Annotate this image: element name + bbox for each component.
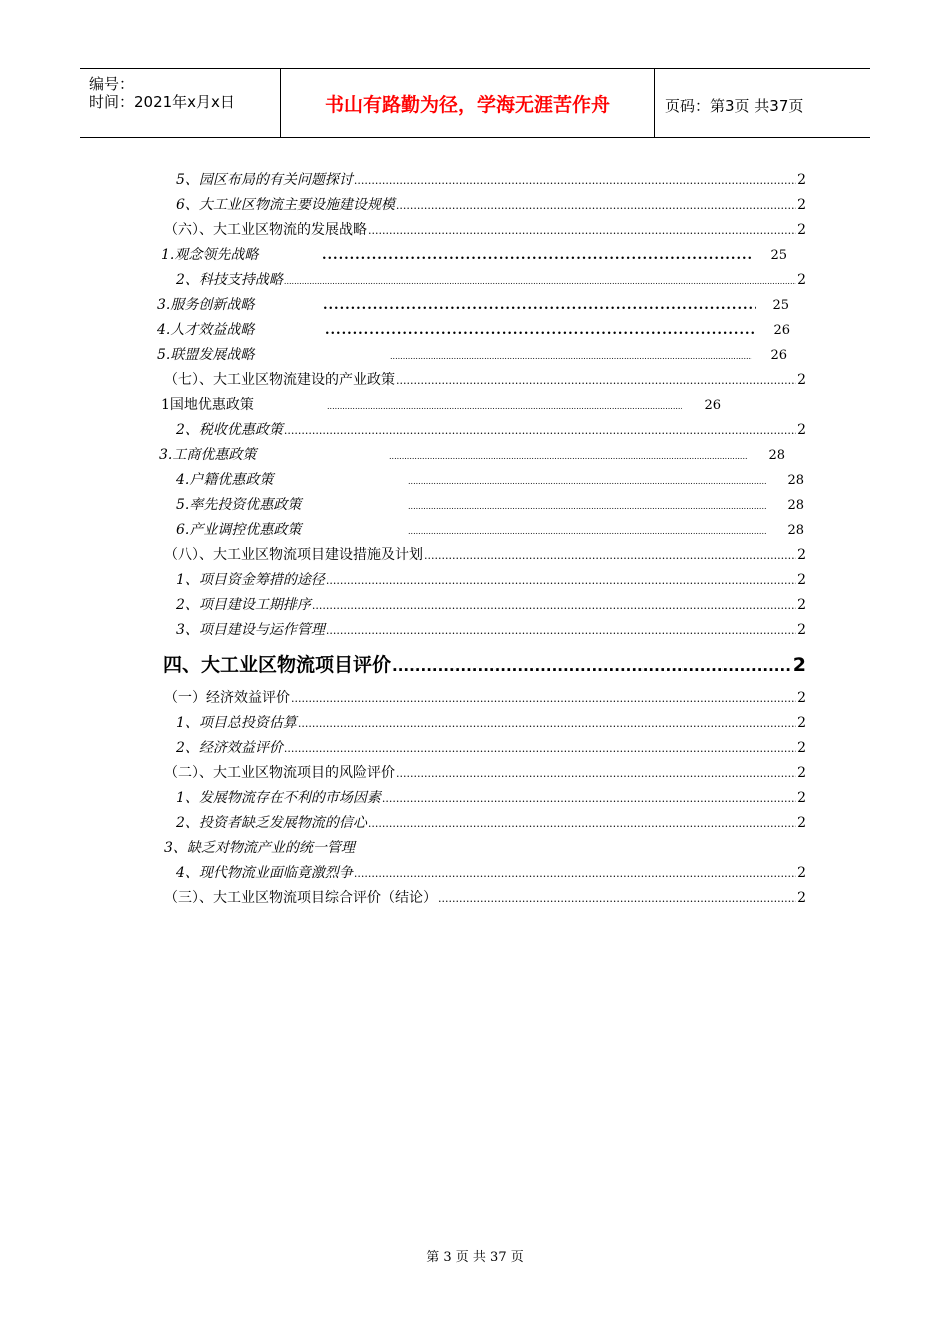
toc-entry-title: 6、大工业区物流主要设施建设规模 xyxy=(176,197,395,213)
toc-leader-dots xyxy=(354,864,796,884)
toc-leader-dots xyxy=(284,739,796,759)
toc-entry-title: 1、发展物流存在不利的市场因素 xyxy=(176,790,381,806)
toc-entry[interactable] xyxy=(176,195,806,215)
toc-entry-title: （六）、大工业区物流的发展战略 xyxy=(164,222,367,238)
toc-section-entry[interactable] xyxy=(164,888,806,908)
toc-leader-dots xyxy=(322,246,754,266)
toc-section-entry[interactable] xyxy=(164,763,806,783)
toc-section-entry[interactable] xyxy=(164,545,806,565)
toc-entry[interactable] xyxy=(161,245,787,265)
toc-entry[interactable] xyxy=(176,520,804,540)
toc-entry-page: 2 xyxy=(797,690,806,706)
toc-entry-page: 2 xyxy=(797,222,806,238)
toc-entry-title: （七）、大工业区物流建设的产业政策 xyxy=(164,372,395,388)
toc-leader-dots xyxy=(354,171,796,191)
toc-entry-page: 2 xyxy=(797,597,806,613)
toc-entry-page: 26 xyxy=(773,323,790,338)
toc-entry-page: 26 xyxy=(770,348,787,363)
toc-entry-page: 28 xyxy=(787,473,804,488)
toc-leader-dots xyxy=(424,546,796,566)
toc-leader-dots xyxy=(298,714,796,734)
toc-entry-title: 3.服务创新战略 xyxy=(157,297,255,313)
toc-entry-title: （一）经济效益评价 xyxy=(164,690,290,706)
toc-section-entry[interactable] xyxy=(164,688,806,708)
toc-entry-page: 2 xyxy=(797,372,806,388)
toc-entry[interactable] xyxy=(164,838,464,858)
toc-entry-title: 四、大工业区物流项目评价 xyxy=(163,654,392,676)
toc-entry[interactable] xyxy=(176,470,804,490)
toc-leader-dots xyxy=(392,653,792,679)
toc-entry-page: 2 xyxy=(797,765,806,781)
toc-entry-page: 28 xyxy=(787,498,804,513)
toc-entry-title: （三）、大工业区物流项目综合评价（结论） xyxy=(164,890,437,906)
toc-entry-title: 6.产业调控优惠政策 xyxy=(176,522,302,538)
toc-leader-dots xyxy=(390,347,752,367)
toc-leader-dots xyxy=(323,296,756,316)
toc-leader-dots xyxy=(284,421,796,441)
toc-entry-page: 2 xyxy=(797,740,806,756)
toc-entry-title: （二）、大工业区物流项目的风险评价 xyxy=(164,765,395,781)
toc-leader-dots xyxy=(389,447,748,467)
toc-entry-page: 28 xyxy=(787,523,804,538)
toc-leader-dots xyxy=(312,596,796,616)
toc-entry[interactable] xyxy=(176,813,806,833)
toc-entry-page: 2 xyxy=(797,715,806,731)
toc-leader-dots xyxy=(327,397,682,417)
toc-entry-page: 2 xyxy=(797,890,806,906)
toc-entry-title: 4.人才效益战略 xyxy=(157,322,255,338)
toc-entry[interactable] xyxy=(176,495,804,515)
toc-entry-title: 3、项目建设与运作管理 xyxy=(176,622,325,638)
toc-entry-page: 25 xyxy=(772,298,789,313)
toc-entry-page: 2 xyxy=(797,865,806,881)
toc-entry-title: 3.工商优惠政策 xyxy=(159,447,257,463)
toc-entry-title: 4.户籍优惠政策 xyxy=(176,472,274,488)
toc-entry-page: 2 xyxy=(797,547,806,563)
toc-entry[interactable] xyxy=(176,620,806,640)
toc-leader-dots xyxy=(408,472,767,492)
document-date-label: 时间：2021年x月x日 xyxy=(89,93,235,111)
toc-entry[interactable] xyxy=(157,295,789,315)
toc-entry[interactable] xyxy=(176,270,806,290)
toc-leader-dots xyxy=(396,196,796,216)
toc-chapter-entry[interactable] xyxy=(163,652,806,678)
toc-entry[interactable] xyxy=(176,570,806,590)
toc-entry-page: 26 xyxy=(704,398,721,413)
toc-section-entry[interactable] xyxy=(164,220,806,240)
toc-leader-dots xyxy=(382,789,796,809)
toc-entry-title: 1、项目总投资估算 xyxy=(176,715,297,731)
toc-leader-dots xyxy=(438,889,796,909)
toc-leader-dots xyxy=(326,571,796,591)
toc-leader-dots xyxy=(368,221,796,241)
toc-leader-dots xyxy=(396,371,796,391)
toc-leader-dots xyxy=(408,497,767,517)
toc-entry-title: 1、项目资金筹措的途径 xyxy=(176,572,325,588)
document-number-label: 编号： xyxy=(89,75,135,93)
toc-leader-dots xyxy=(368,814,796,834)
toc-entry-title: 2、投资者缺乏发展物流的信心 xyxy=(176,815,367,831)
toc-entry[interactable] xyxy=(176,420,806,440)
toc-entry-page: 25 xyxy=(770,248,787,263)
toc-entry[interactable] xyxy=(176,170,806,190)
toc-entry-page: 28 xyxy=(768,448,785,463)
toc-entry-title: 5.联盟发展战略 xyxy=(157,347,255,363)
toc-entry-page: 2 xyxy=(797,815,806,831)
toc-entry-title: 5.率先投资优惠政策 xyxy=(176,497,302,513)
toc-entry[interactable] xyxy=(159,445,785,465)
toc-entry-page: 2 xyxy=(797,197,806,213)
toc-entry-page: 2 xyxy=(797,790,806,806)
toc-entry-page: 2 xyxy=(797,172,806,188)
header-motto: 书山有路勤为径，学海无涯苦作舟 xyxy=(281,69,655,137)
toc-entry-title: 3、缺乏对物流产业的统一管理 xyxy=(164,840,355,856)
toc-section-entry[interactable] xyxy=(164,370,806,390)
toc-entry-title: 2、科技支持战略 xyxy=(176,272,283,288)
toc-leader-dots xyxy=(284,272,796,292)
toc-entry-title: 1.观念领先战略 xyxy=(161,247,259,263)
header-page-info: 页码：第3页 共37页 xyxy=(665,97,804,115)
toc-entry[interactable] xyxy=(176,595,806,615)
toc-entry-title: （八）、大工业区物流项目建设措施及计划 xyxy=(164,547,423,563)
toc-entry[interactable] xyxy=(161,395,721,415)
page-footer: 第 3 页 共 37 页 xyxy=(426,1250,524,1265)
toc-entry-title: 4、现代物流业面临竟激烈争 xyxy=(176,865,353,881)
toc-entry[interactable] xyxy=(176,788,806,808)
toc-entry-title: 2、税收优惠政策 xyxy=(176,422,283,438)
toc-entry-title: 5、园区布局的有关问题探讨 xyxy=(176,172,353,188)
toc-entry-page: 2 xyxy=(797,422,806,438)
toc-entry-title: 2、经济效益评价 xyxy=(176,740,283,756)
toc-leader-dots xyxy=(408,522,767,542)
toc-entry-page: 2 xyxy=(797,572,806,588)
toc-leader-dots xyxy=(396,764,796,784)
toc-entry[interactable] xyxy=(176,738,806,758)
toc-entry-page: 2 xyxy=(797,272,806,288)
toc-leader-dots xyxy=(326,621,796,641)
toc-entry[interactable] xyxy=(157,320,790,340)
toc-entry-title: 2、项目建设工期排序 xyxy=(176,597,311,613)
toc-entry-page: 2 xyxy=(792,654,806,676)
toc-entry[interactable] xyxy=(176,863,806,883)
toc-entry[interactable] xyxy=(176,713,806,733)
toc-entry-title: 1国地优惠政策 xyxy=(161,397,254,413)
toc-leader-dots xyxy=(291,689,796,709)
toc-entry[interactable] xyxy=(157,345,787,365)
toc-entry-page: 2 xyxy=(797,622,806,638)
toc-leader-dots xyxy=(325,321,757,341)
